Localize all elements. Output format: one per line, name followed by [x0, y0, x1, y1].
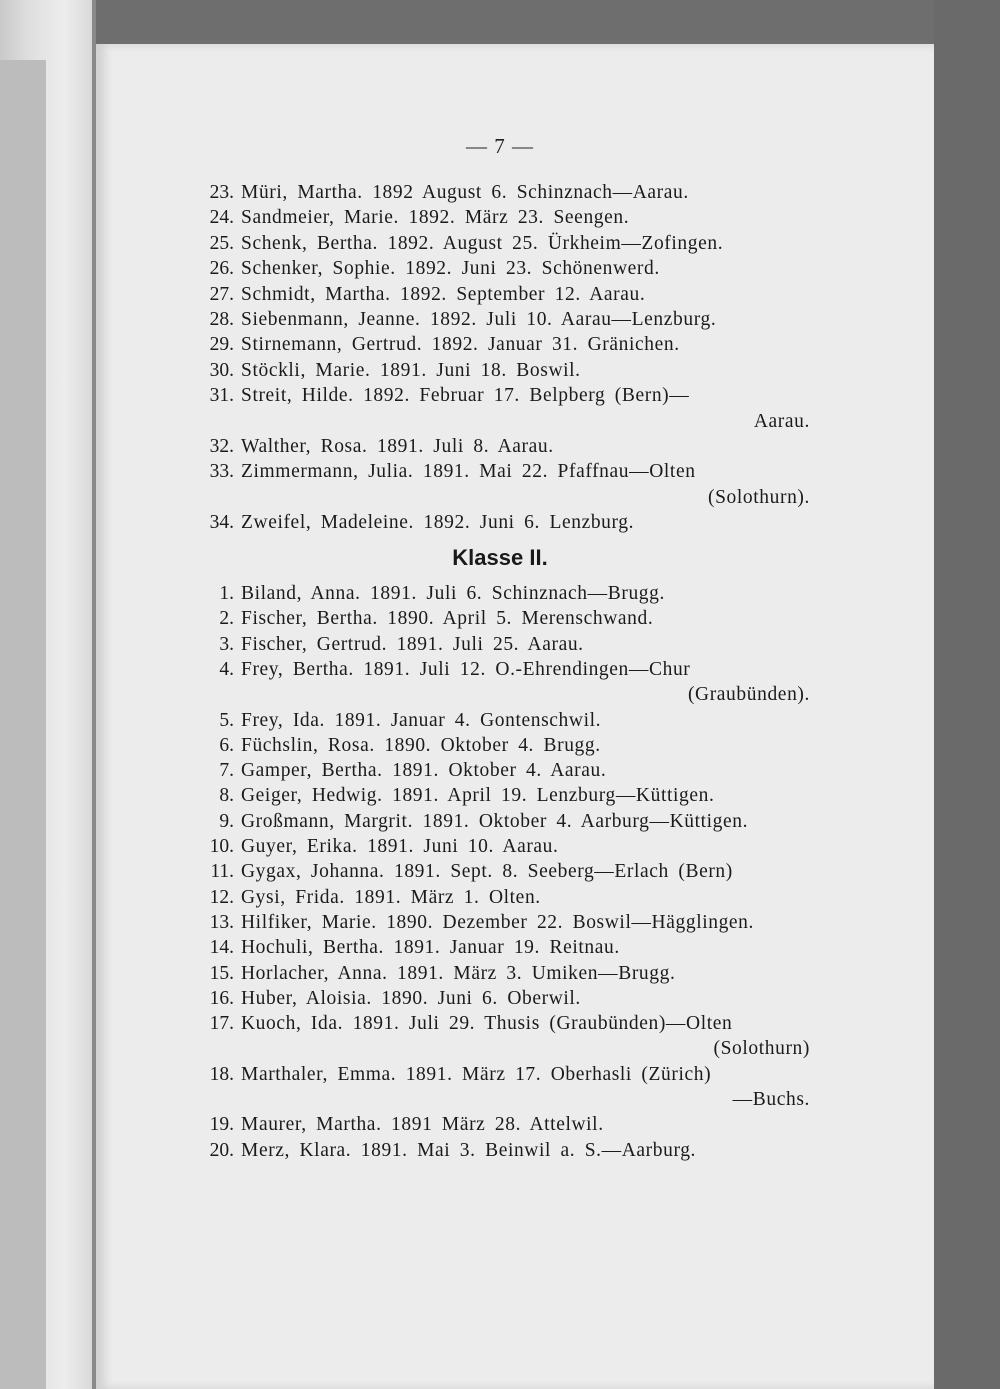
continuation-text: (Solothurn)	[713, 1038, 810, 1060]
entry-text: Frey, Ida. 1891. Januar 4. Gontenschwil.	[241, 709, 602, 731]
entry-number: 13.	[209, 911, 234, 933]
entry-text: Schenk, Bertha. 1892. August 25. Ürkheim—Zofingen.	[241, 232, 724, 254]
entry-number: 34.	[209, 512, 234, 534]
entry-text: Hochuli, Bertha. 1891. Januar 19. Reitnau.	[241, 937, 620, 959]
entry-text: Geiger, Hedwig. 1891. April 19. Lenzburg—Küttigen.	[241, 785, 715, 807]
entry-text: Müri, Martha. 1892 August 6. Schinznach—Aarau.	[241, 182, 689, 203]
entry-number: 26.	[209, 258, 234, 280]
entry-text: Marthaler, Emma. 1891. März 17. Oberhasli (Zürich)	[241, 1063, 712, 1085]
entry-number: 29.	[209, 334, 234, 356]
entry-number: 7.	[219, 760, 234, 782]
entry-text: Guyer, Erika. 1891. Juni 10. Aarau.	[241, 836, 559, 857]
entry-number: 20.	[209, 1139, 234, 1161]
entry-number: 6.	[219, 734, 234, 756]
entry-number: 27.	[209, 283, 234, 305]
entry-number: 15.	[209, 962, 234, 984]
entry-text: Biland, Anna. 1891. Juli 6. Schinznach—Brugg.	[241, 583, 665, 604]
entry-text: Horlacher, Anna. 1891. März 3. Umiken—Brugg.	[241, 962, 676, 984]
section-heading: Klasse II.	[452, 545, 548, 570]
entry-number: 14.	[209, 937, 234, 959]
entry-number: 2.	[219, 608, 234, 630]
entry-number: 4.	[219, 658, 234, 680]
entry-text: Gamper, Bertha. 1891. Oktober 4. Aarau.	[241, 760, 607, 782]
entry-text: Fischer, Gertrud. 1891. Juli 25. Aarau.	[241, 633, 584, 655]
entry-text: Gysi, Frida. 1891. März 1. Olten.	[241, 886, 541, 908]
entry-number: 33.	[209, 461, 234, 483]
entry-number: 28.	[209, 309, 234, 330]
entry-text: Zimmermann, Julia. 1891. Mai 22. Pfaffnau—Olten	[241, 461, 696, 483]
entry-number: 30.	[209, 359, 234, 381]
entry-number: 18.	[209, 1063, 234, 1085]
entry-text: Walther, Rosa. 1891. Juli 8. Aarau.	[241, 436, 554, 457]
continuation-text: Aarau.	[753, 410, 810, 432]
entry-text: Streit, Hilde. 1892. Februar 17. Belpberg (Bern)—	[241, 385, 690, 407]
entry-number: 3.	[219, 633, 234, 655]
entry-text: Sandmeier, Marie. 1892. März 23. Seengen.	[241, 207, 630, 229]
entry-text: Stöckli, Marie. 1891. Juni 18. Boswil.	[241, 359, 581, 381]
entry-number: 17.	[209, 1013, 234, 1035]
entry-text: Fischer, Bertha. 1890. April 5. Merenschwand.	[241, 608, 654, 630]
entry-number: 10.	[209, 836, 234, 857]
continuation-text: (Solothurn).	[708, 486, 810, 508]
page-number: — 7 —	[466, 134, 534, 158]
entry-number: 12.	[209, 886, 234, 908]
scan-background	[934, 0, 1000, 1389]
entry-text: Huber, Aloisia. 1890. Juni 6. Oberwil.	[241, 987, 581, 1009]
entry-text: Gygax, Johanna. 1891. Sept. 8. Seeberg—Erlach (Bern)	[241, 861, 733, 883]
entry-text: Hilfiker, Marie. 1890. Dezember 22. Boswil—Hägglingen.	[241, 911, 755, 933]
entry-text: Füchslin, Rosa. 1890. Oktober 4. Brugg.	[241, 734, 601, 756]
entry-number: 25.	[209, 232, 234, 254]
entry-number: 5.	[219, 709, 234, 731]
entry-text: Schmidt, Martha. 1892. September 12. Aarau.	[241, 283, 646, 305]
book-binding	[0, 60, 46, 1389]
entry-text: Siebenmann, Jeanne. 1892. Juli 10. Aarau—Lenzburg.	[241, 309, 717, 330]
entry-number: 8.	[219, 785, 234, 807]
entry-number: 11.	[210, 861, 234, 883]
entry-text: Maurer, Martha. 1891 März 28. Attelwil.	[241, 1114, 604, 1136]
entry-number: 31.	[209, 385, 234, 407]
entry-text: Schenker, Sophie. 1892. Juni 23. Schönenwerd.	[241, 258, 660, 280]
entry-number: 24.	[209, 207, 234, 229]
entry-text: Merz, Klara. 1891. Mai 3. Beinwil a. S.—Aarburg.	[241, 1139, 697, 1161]
entry-number: 19.	[209, 1114, 234, 1136]
entry-number: 1.	[219, 583, 234, 604]
continuation-text: (Graubünden).	[687, 684, 810, 706]
continuation-text: —Buchs.	[732, 1089, 810, 1110]
entry-number: 16.	[209, 987, 234, 1009]
entry-text: Zweifel, Madeleine. 1892. Juni 6. Lenzburg.	[241, 512, 635, 534]
entry-text: Frey, Bertha. 1891. Juli 12. O.-Ehrendingen—Chur	[241, 658, 691, 680]
entry-number: 32.	[209, 436, 234, 457]
entry-text: Stirnemann, Gertrud. 1892. Januar 31. Gränichen.	[241, 334, 680, 356]
entry-text: Großmann, Margrit. 1891. Oktober 4. Aarburg—Küttigen.	[241, 810, 749, 832]
entry-text: Kuoch, Ida. 1891. Juli 29. Thusis (Graubünden)—Olten	[241, 1013, 733, 1035]
entry-number: 23.	[209, 182, 234, 203]
entry-number: 9.	[219, 810, 234, 832]
